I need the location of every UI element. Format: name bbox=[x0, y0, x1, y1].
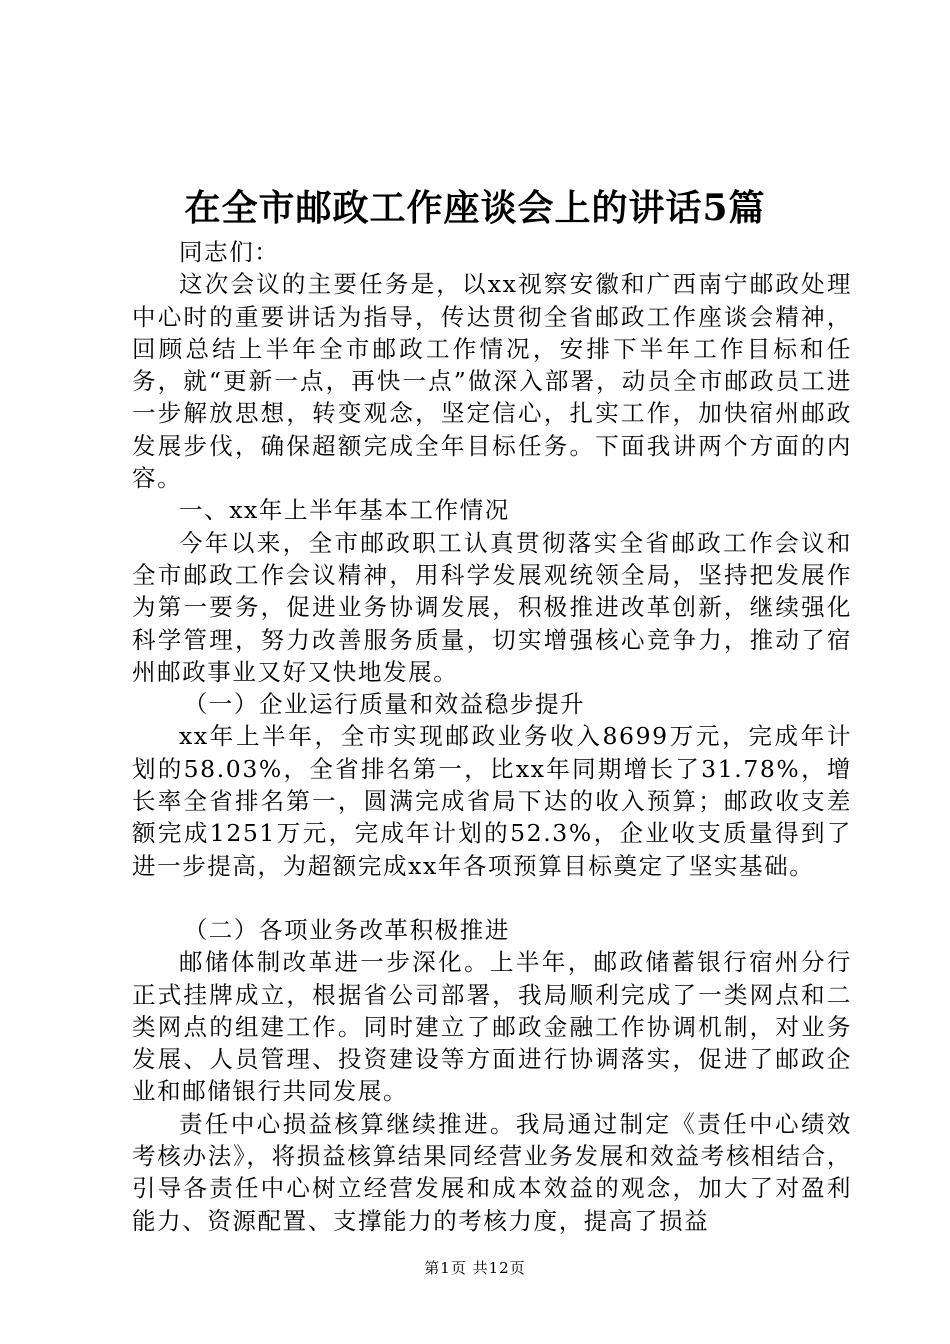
section-heading-1: 一、xx年上半年基本工作情况 bbox=[179, 496, 510, 525]
salutation: 同志们： bbox=[179, 238, 280, 266]
paragraph-accounting: 责任中心损益核算继续推进。我局通过制定《责任中心绩效考核办法》，将损益核算结果同经营业务发展和效益考核相结合，引导各责任中心树立经营发展和成本效益的观念，加大了对盈利能力、资源配置、支撑能力的考核力度，提高了损益 bbox=[132, 1109, 852, 1235]
document-title: 在全市邮政工作座谈会上的讲话5篇 bbox=[184, 187, 766, 229]
paragraph-reform: 邮储体制改革进一步深化。上半年，邮政储蓄银行宿州分行正式挂牌成立，根据省公司部署，我局顺利完成了一类网点和二类网点的组建工作。同时建立了邮政金融工作协调机制，对业务发展、人员管理、投资建设等方面进行协调落实，促进了邮政企业和邮储银行共同发展。 bbox=[132, 948, 852, 1106]
page-footer: 第1页 共12页 bbox=[424, 1259, 526, 1277]
subsection-heading-1: （一）企业运行质量和效益稳步提升 bbox=[183, 690, 586, 719]
subsection-heading-2: （二）各项业务改革积极推进 bbox=[183, 915, 510, 944]
document-body bbox=[132, 236, 852, 1237]
paragraph-overview: 今年以来，全市邮政职工认真贯彻落实全省邮政工作会议和全市邮政工作会议精神，用科学发展观统领全局，坚持把发展作为第一要务，促进业务协调发展，积极推进改革创新，继续强化科学管理，努力改善服务质量，切实增强核心竞争力，推动了宿州邮政事业又好又快地发展。 bbox=[132, 528, 852, 686]
paragraph-intro: 这次会议的主要任务是，以xx视察安徽和广西南宁邮政处理中心时的重要讲话为指导，传达贯彻全省邮政工作座谈会精神，回顾总结上半年全市邮政工作情况，安排下半年工作目标和任务，就“更新一点，再快一点”做深入部署，动员全市邮政员工进一步解放思想，转变观念，坚定信心，扎实工作，加快宿州邮政发展步伐，确保超额完成全年目标任务。下面我讲两个方面的内容。 bbox=[132, 270, 852, 493]
paragraph-revenue: xx年上半年，全市实现邮政业务收入8699万元，完成年计划的58.03%，全省排名第一，比xx年同期增长了31.78%，增长率全省排名第一，圆满完成省局下达的收入预算；邮政收支差额完成1251万元，完成年计划的52.3%，企业收支质量得到了进一步提高，为超额完成xx年各项预算目标奠定了坚实基础。 bbox=[132, 722, 852, 880]
